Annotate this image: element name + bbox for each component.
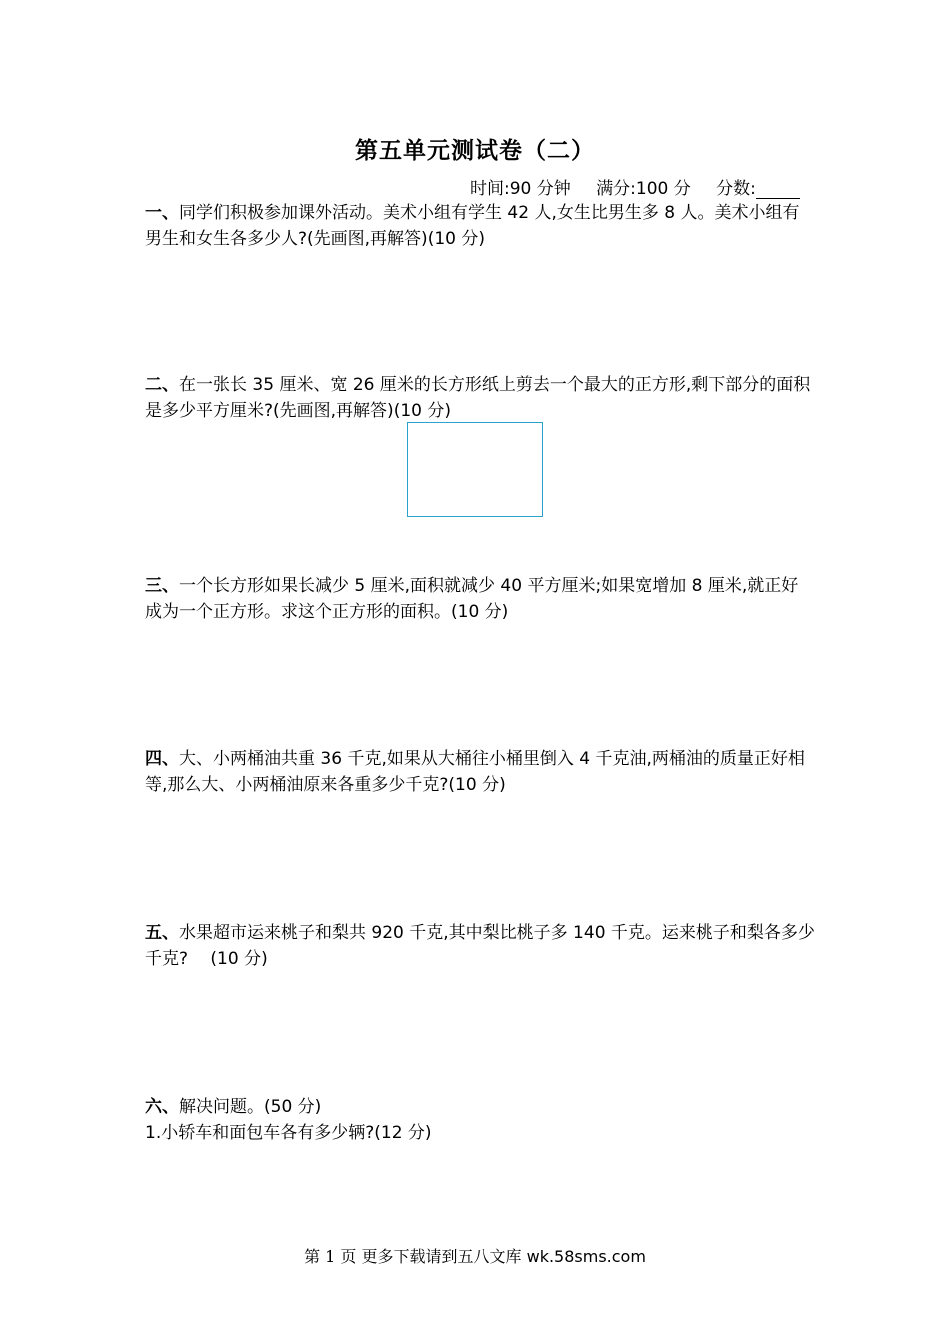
drawing-rectangle — [407, 422, 543, 517]
question-number: 四、 — [145, 749, 179, 769]
question-number: 六、 — [145, 1097, 179, 1117]
sub-question-1: 1.小轿车和面包车各有多少辆?(12 分) — [145, 1123, 432, 1143]
question-text: 一个长方形如果长减少 5 厘米,面积就减少 40 平方厘米;如果宽增加 8 厘米,就正好成为一个正方形。求这个正方形的面积。(10 分) — [145, 576, 799, 622]
question-text: 在一张长 35 厘米、宽 26 厘米的长方形纸上剪去一个最大的正方形,剩下部分的面积是多少平方厘米?(先画图,再解答)(10 分) — [145, 375, 811, 421]
question-4 — [145, 746, 815, 798]
question-number: 一、 — [145, 203, 179, 223]
page-footer — [0, 1244, 950, 1267]
question-3 — [145, 573, 815, 625]
question-5 — [145, 920, 815, 972]
question-1 — [145, 200, 815, 252]
page-title: 第五单元测试卷（二） — [355, 137, 595, 164]
page-number: 第 1 页 — [304, 1247, 357, 1266]
score-label: 分数: — [716, 179, 756, 199]
question-2 — [145, 372, 815, 424]
question-text: 水果超市运来桃子和梨共 920 千克,其中梨比桃子多 140 千克。运来桃子和梨各多少千克? (10 分) — [145, 923, 815, 969]
question-text: 解决问题。(50 分) — [179, 1097, 322, 1117]
exam-meta — [470, 174, 800, 199]
question-number: 二、 — [145, 375, 179, 395]
question-6 — [145, 1094, 815, 1120]
question-number: 三、 — [145, 576, 179, 596]
question-number: 五、 — [145, 923, 179, 943]
question-text: 大、小两桶油共重 36 千克,如果从大桶往小桶里倒入 4 千克油,两桶油的质量正好相等,那么大、小两桶油原来各重多少千克?(10 分) — [145, 749, 805, 795]
score-blank — [756, 180, 800, 199]
question-text: 同学们积极参加课外活动。美术小组有学生 42 人,女生比男生多 8 人。美术小组有男生和女生各多少人?(先画图,再解答)(10 分) — [145, 203, 800, 249]
time-label: 时间:90 分钟 — [470, 179, 571, 199]
full-score-label: 满分:100 分 — [596, 179, 691, 199]
footer-text: 更多下载请到五八文库 wk.58sms.com — [361, 1247, 646, 1266]
